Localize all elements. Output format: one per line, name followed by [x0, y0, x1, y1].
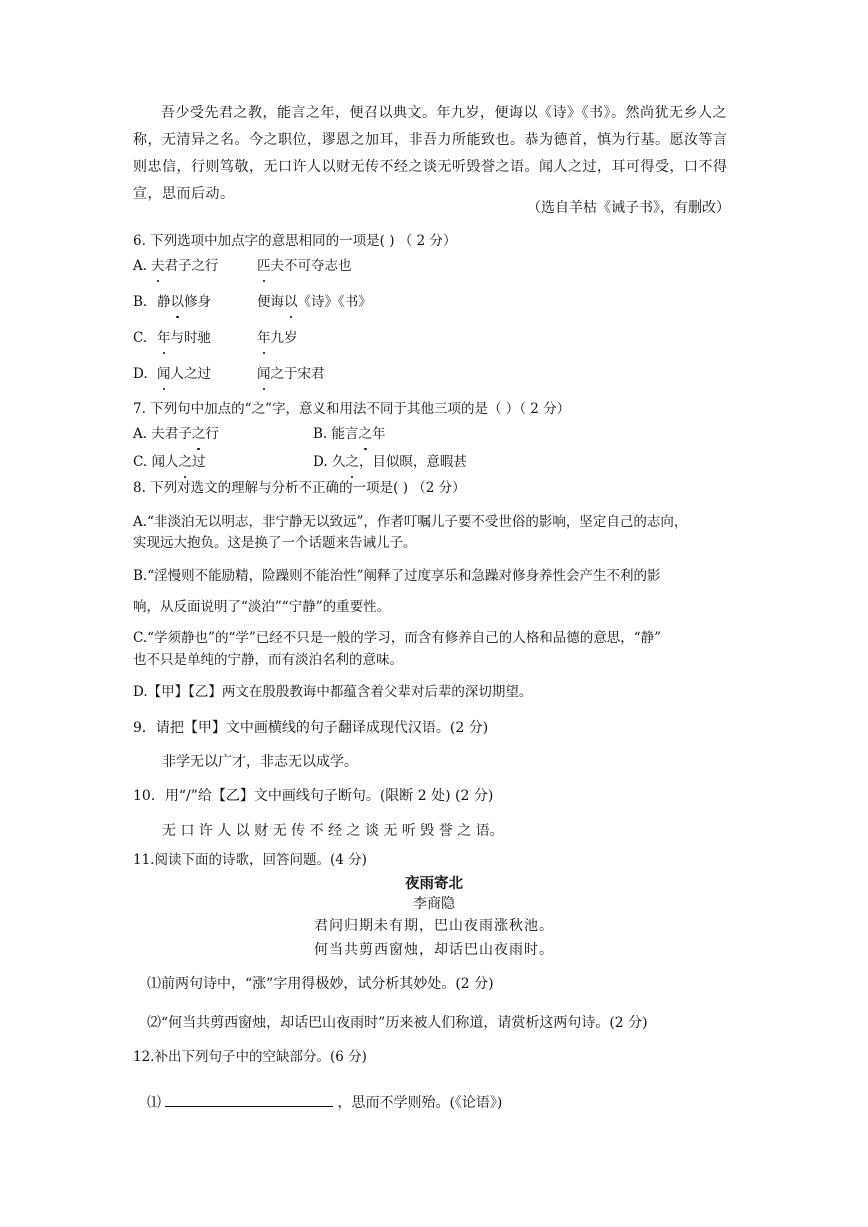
- q12-stem: 12.补出下列句子中的空缺部分。(6 分): [133, 1049, 367, 1065]
- q7-option-b: B. 能言之年: [313, 426, 386, 442]
- passage-source: （选自羊枯《诫子书》，有删改）: [527, 200, 730, 216]
- poem-title: 夜雨寄北: [405, 876, 463, 892]
- dotted-char: 之: [358, 426, 373, 442]
- dotted-char: 以: [284, 294, 298, 310]
- dotted-char: 之: [178, 454, 192, 470]
- dotted-char: 匹: [257, 258, 271, 274]
- q8-option-a-line2: 实现远大抱负。这是换了一个话题来告诫儿子。: [133, 535, 417, 551]
- q9-sentence: 非学无以广才，非志无以成学。: [162, 754, 358, 770]
- q10-stem: 10．用“/”给【乙】文中画线句子断句。(限断 2 处) (2 分): [133, 788, 494, 804]
- q8-option-c-line2: 也不只是单纯的宁静，而有淡泊名利的意味。: [133, 652, 403, 668]
- dotted-char: 年: [257, 330, 271, 346]
- q12-item-1: [147, 1092, 502, 1113]
- dotted-char: 闻: [257, 366, 271, 382]
- q7-option-d: D. 久之，目似暝，意暇甚: [313, 454, 467, 470]
- poem-line-1: 君问归期未有期，巴山夜雨涨秋池。: [314, 918, 554, 934]
- q8-stem: 8. 下列对选文的理解与分析不正确的一项是( ) （2 分）: [133, 480, 466, 496]
- q7-option-c: C. 闻人之过: [133, 454, 206, 470]
- q11-sub-question-2: ⑵“何当共剪西窗烛，却话巴山夜雨时”历来被人们称道，请赏析这两句诗。(2 分): [147, 1015, 648, 1031]
- q11-sub-question-1: ⑴前两句诗中，“涨”字用得极妙，试分析其妙处。(2 分): [147, 976, 494, 992]
- q8-option-c-line1: C.“学须静也”的“学”已经不只是一般的学习，而含有修养自己的人格和品德的意思，“静”: [133, 630, 662, 646]
- q6-stem: 6. 下列选项中加点字的意思相同的一项是( ) （ 2 分）: [133, 233, 457, 249]
- q9-stem: 9．请把【甲】文中画横线的句子翻译成现代汉语。(2 分): [133, 720, 489, 736]
- dotted-char: 闻: [157, 366, 171, 382]
- item-label: ⑴: [147, 1095, 161, 1111]
- item-text: ，思而不学则殆。(《论语》): [337, 1095, 503, 1111]
- q10-sentence: 无 口 许 人 以 财 无 传 不 经 之 谈 无 听 毁 誉 之 语。: [162, 823, 504, 839]
- q6-option-a: A. 夫君子之行 匹夫不可夺志也: [133, 258, 352, 274]
- dotted-char: 以: [170, 294, 184, 310]
- dotted-char: 年: [157, 330, 171, 346]
- q8-option-a-line1: A.“非淡泊无以明志，非宁静无以致远”，作者叮嘱儿子要不受世俗的影响，坚定自己的志向，: [133, 514, 688, 530]
- q7-stem: 7. 下列句中加点的“之”字，意义和用法不同于其他三项的是（ ）（ 2 分）: [133, 401, 571, 417]
- poem-author: 李商隐: [413, 896, 455, 912]
- answer-blank[interactable]: [165, 1092, 333, 1107]
- option-letter: C.: [133, 330, 148, 346]
- dotted-char: 夫: [151, 258, 165, 274]
- option-letter: D.: [133, 366, 148, 382]
- q11-stem: 11.阅读下面的诗歌，回答问题。(4 分): [133, 852, 367, 868]
- q6-option-c: C. 年与时驰 年九岁: [133, 330, 298, 346]
- option-letter: B.: [133, 294, 148, 310]
- q8-option-d: D.【甲】【乙】两文在殷殷教诲中都蕴含着父辈对后辈的深切期望。: [133, 684, 533, 700]
- option-letter: A.: [133, 258, 148, 274]
- q6-option-d: D. 闻人之过 闻之于宋君: [133, 366, 325, 382]
- passage-text: 吾少受先君之教，能言之年，便召以典文。年九岁，便诲以《诗》《书》。然尚犹无乡人之称，无清异之名。今之职位，谬恩之加耳，非吾力所能致也。恭为德首，慎为行基。愿汝等言则忠信，行则笃敬，无口许人以财无传不经之谈无听毁誉之语。闻人之过，耳可得受，口不得宣，思而后动。: [133, 105, 728, 202]
- q8-option-b-line1: B.“淫慢则不能励精，险躁则不能治性”阐释了过度享乐和急躁对修身养性会产生不利的影: [133, 568, 661, 584]
- poem-line-2: 何当共剪西窗烛，却话巴山夜雨时。: [314, 942, 554, 958]
- q7-option-a: A. 夫君子之行: [133, 426, 219, 442]
- dotted-char: 之: [345, 454, 359, 470]
- q8-option-b-line2: 响，从反面说明了“淡泊”“宁静”的重要性。: [133, 599, 391, 615]
- dotted-char: 之: [191, 426, 206, 442]
- q6-option-b: B. 静以修身 便诲以《诗》《书》: [133, 294, 372, 310]
